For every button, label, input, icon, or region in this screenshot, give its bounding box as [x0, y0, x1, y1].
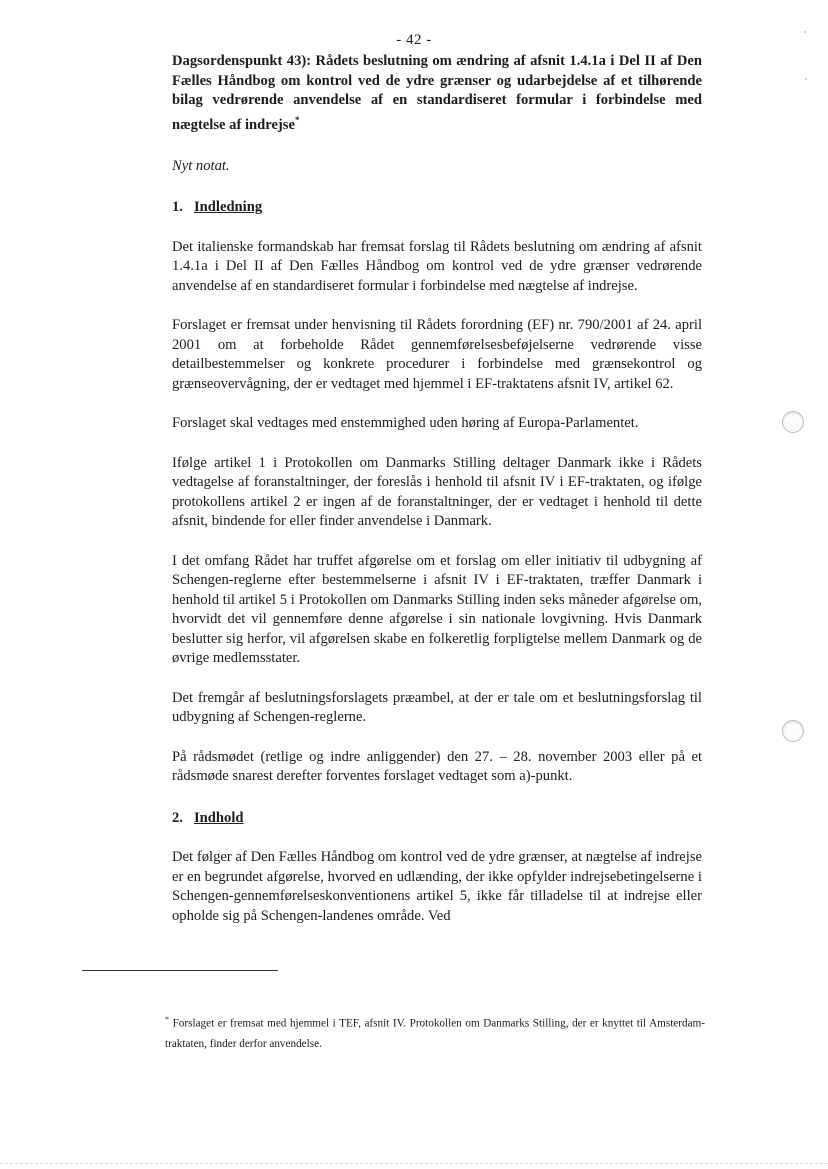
document-note: Nyt notat. [172, 157, 230, 174]
section-number: 2. [172, 809, 183, 826]
punch-hole [782, 720, 804, 742]
paragraph: Ifølge artikel 1 i Protokollen om Danmarks Stilling deltager Danmark ikke i Rådets vedtagelse af foranstaltninger, der foreslås i henhold til afsnit IV i EF-traktaten, og ifølge protokollens artikel 2 er ingen af de foranstaltninger, der er vedtaget i henhold til dette afsnit, bindende for eller finder anvendelse i Danmark. [172, 454, 702, 530]
section-heading-content [172, 809, 702, 829]
agenda-title-text: Dagsordenspunkt 43): Rådets beslutning om ændring af afsnit 1.4.1a i Del II af Den Fælles Håndbog om kontrol ved de ydre grænser og udarbejdelse af et tilhørende bilag vedrørende anvendelse af en standardiseret formular i forbindelse med nægtelse af indrejse [172, 53, 702, 133]
page-number: - 42 - [396, 32, 432, 48]
page-edge [0, 1163, 828, 1164]
section-title: Indhold [194, 809, 244, 826]
footnote-marker: * [165, 1015, 169, 1025]
agenda-title [172, 52, 702, 135]
paragraph: I det omfang Rådet har truffet afgørelse om et forslag om eller initiativ til udbygning af Schengen-reglerne efter bestemmelserne i afsnit IV i EF-traktaten, træffer Danmark i henhold til artikel 5 i Protokollen om Danmarks Stilling inden seks måneder afgørelse om, hvorvidt det vil gennemføre denne afgørelse i sin nationale lovgivning. Hvis Danmark beslutter sig herfor, vil afgørelsen skabe en folkeretlig forpligtelse mellem Danmark og de øvrige medlemsstater. [172, 552, 702, 667]
paragraph: Det italienske formandskab har fremsat forslag til Rådets beslutning om ændring af afsnit 1.4.1a i Del II af Den Fælles Håndbog om kontrol ved de ydre grænser vedrørende anvendelse af en standardiseret formular i forbindelse med nægtelse af indrejse. [172, 238, 702, 294]
paragraph: På rådsmødet (retlige og indre anliggender) den 27. – 28. november 2003 eller på et rådsmøde snarest derefter forventes forslaget vedtaget som a)-punkt. [172, 748, 702, 785]
scan-speck [805, 78, 807, 80]
footnote-divider [82, 970, 278, 971]
section-heading-introduction [172, 198, 702, 218]
footnote-text: Forslaget er fremsat med hjemmel i TEF, afsnit IV. Protokollen om Danmarks Stilling, der er knyttet til Amsterdam-traktaten, finder derfor anvendelse. [165, 1017, 705, 1050]
paragraph: Det fremgår af beslutningsforslagets præambel, at der er tale om et beslutningsforslag til udbygning af Schengen-reglerne. [172, 689, 702, 726]
punch-hole [782, 411, 804, 433]
section-title: Indledning [194, 199, 263, 216]
paragraph: Forslaget er fremsat under henvisning til Rådets forordning (EF) nr. 790/2001 af 24. april 2001 om at forbeholde Rådet gennemførelsesbeføjelserne vedrørende visse detailbestemmelser og konkrete procedurer i forbindelse med grænsekontrol og grænseovervågning, der er vedtaget med hjemmel i EF-traktatens afsnit IV, artikel 62. [172, 317, 702, 392]
document-body [172, 52, 702, 926]
footnote-reference[interactable]: * [294, 114, 300, 125]
paragraph: Det følger af Den Fælles Håndbog om kontrol ved de ydre grænser, at nægtelse af indrejse er en begrundet afgørelse, hvorved en udlænding, der ikke opfylder indrejsebetingelserne i Schengen-gennemførelseskonventionens artikel 5, ikke får tilladelse til at indrejse eller opholde sig på Schengen-landenes område. Ved [172, 849, 702, 924]
footnote [165, 1010, 705, 1054]
paragraph: Forslaget skal vedtages med enstemmighed uden høring af Europa-Parlamentet. [172, 415, 639, 432]
scan-speck [804, 31, 806, 33]
section-number: 1. [172, 199, 183, 216]
